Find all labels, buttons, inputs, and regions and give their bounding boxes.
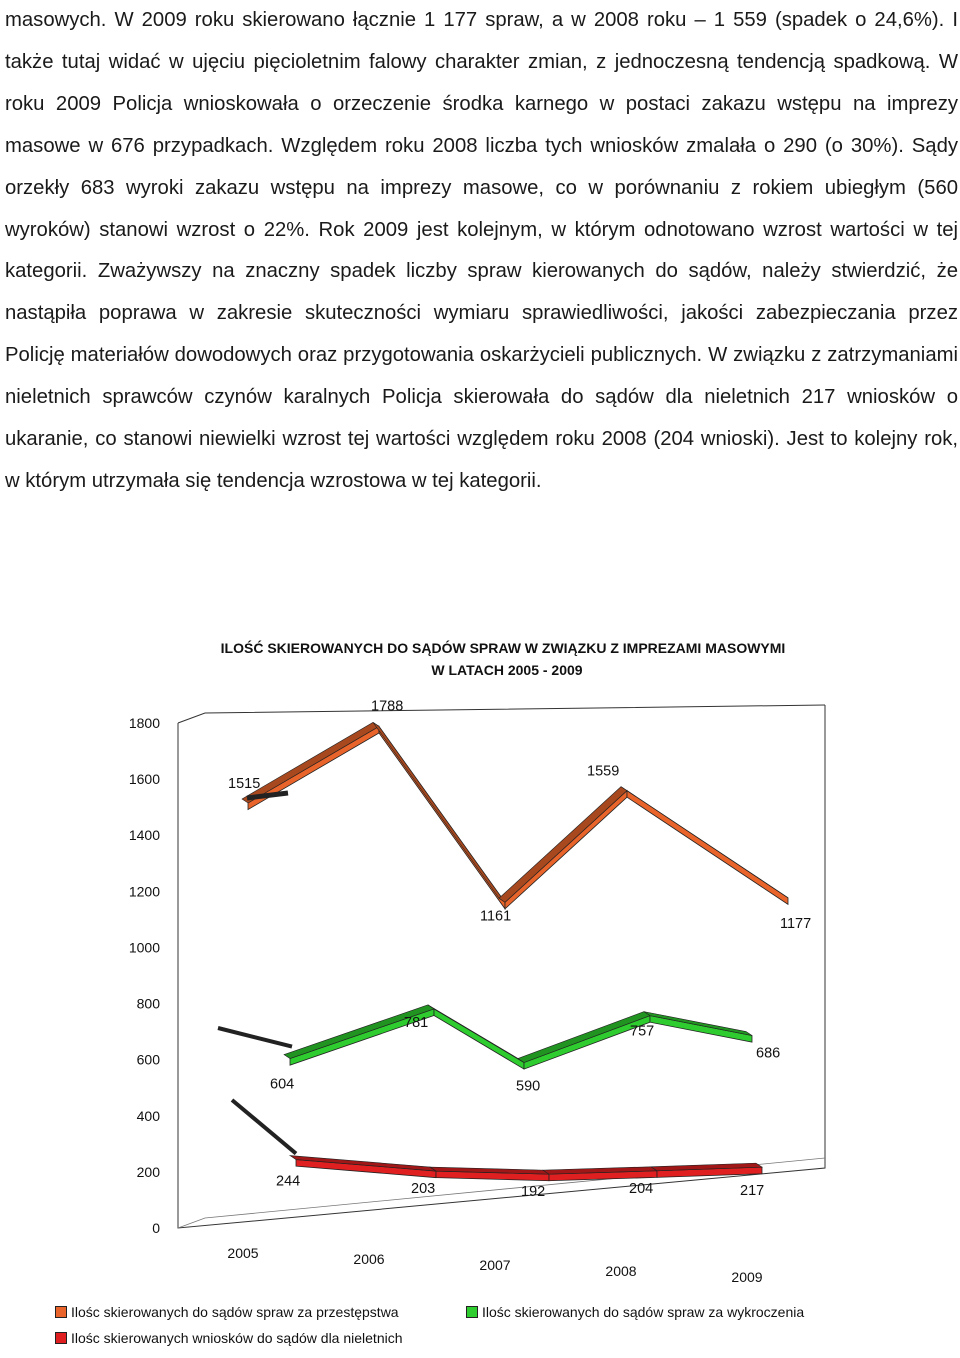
data-label: 604: [270, 1076, 295, 1093]
chart-axes: [129, 705, 825, 1285]
y-tick-label: 0: [152, 1220, 160, 1236]
data-label: 1788: [371, 698, 404, 715]
data-label: 204: [629, 1180, 654, 1197]
y-tick-label: 200: [136, 1163, 160, 1180]
chart-series: [218, 722, 788, 1180]
y-tick-label: 1000: [128, 939, 160, 956]
data-label: 192: [521, 1184, 546, 1201]
chart: [0, 600, 960, 1358]
chart-title-line1: ILOŚĆ SKIEROWANYCH DO SĄDÓW SPRAW W ZWIĄZKU Z IMPREZAMI MASOWYMI: [220, 640, 786, 656]
y-tick-label: 800: [136, 995, 160, 1012]
y-tick-label: 400: [136, 1107, 160, 1124]
data-label: 590: [516, 1078, 541, 1095]
y-tick-label: 1400: [128, 827, 160, 844]
data-label: 1559: [587, 763, 620, 780]
series-segment: [505, 791, 627, 909]
series-segment-top: [621, 787, 788, 898]
x-tick-label: 2009: [731, 1269, 763, 1285]
legend-label-przestepstwa: Ilośc skierowanych do sądów spraw za przestępstwa: [71, 1304, 399, 1320]
legend-swatch-przestepstwa: [55, 1306, 67, 1318]
chart-back-top-edge: [178, 705, 825, 723]
series-segment-top: [499, 787, 627, 903]
data-label: 757: [630, 1023, 655, 1040]
series-segment: [434, 1009, 524, 1069]
x-tick-label: 2005: [227, 1245, 259, 1261]
legend-swatch-wykroczenia: [466, 1306, 478, 1318]
series-segment-top: [373, 722, 505, 902]
data-label: 1161: [480, 908, 512, 925]
chart-title-line2: W LATACH 2005 - 2009: [431, 662, 583, 678]
legend-swatch-nieletni: [55, 1332, 67, 1344]
series-tail: [232, 1100, 296, 1154]
y-tick-label: 1200: [128, 883, 160, 900]
x-tick-label: 2006: [353, 1251, 385, 1267]
data-label: 686: [756, 1045, 781, 1062]
data-label: 217: [740, 1183, 765, 1200]
y-tick-label: 600: [136, 1051, 160, 1068]
series-segment-top: [242, 722, 379, 803]
data-label: 1177: [780, 915, 812, 932]
series-segment: [627, 791, 788, 905]
legend-item-nieletni: [55, 1330, 403, 1346]
y-tick-label: 1600: [128, 771, 160, 788]
body-paragraph: masowych. W 2009 roku skierowano łącznie 1 177 spraw, a w 2008 roku – 1 559 (spadek o 24,6%). I także tutaj widać w ujęciu pięcioletnim falowy charakter zmian, z jednoczesną tendencją spadkową. W roku 2009 Policja wnioskowała o orzeczenie środka karnego w postaci zakazu wstępu na imprezy masowe w 676 przypadkach. Względem roku 2008 liczba tych wniosków zmalała o 290 (o 30%). Sądy orzekły 683 wyroki zakazu wstępu na imprezy masowe, co w porównaniu z rokiem ubiegłym (560 wyroków) stanowi wzrost o 22%. Rok 2009 jest kolejnym, w którym odnotowano wzrost wartości w tej kategorii. Zważywszy na znaczny spadek liczby spraw kierowanych do sądów, należy stwierdzić, że nastąpiła poprawa w zakresie skuteczności wymiaru sprawiedliwości, jakości zabezpieczania przez Policję materiałów dowodowych oraz przygotowania oskarżycieli publicznych. W związku z zatrzymaniami nieletnich sprawców czynów karalnych Policja skierowała do sądów dla nieletnich 217 wniosków o ukaranie, co stanowi niewielki wzrost tej wartości względem roku 2008 (204 wnioski). Jest to kolejny rok, w którym utrzymała się tendencja wzrostowa w tej kategorii.: [5, 9, 958, 492]
legend-item-wykroczenia: [466, 1304, 804, 1320]
series-segment: [650, 1016, 752, 1043]
series-segment-top: [428, 1005, 524, 1063]
legend-label-wykroczenia: Ilośc skierowanych do sądów spraw za wykroczenia: [482, 1304, 805, 1320]
legend-item-przestepstwa: [55, 1304, 399, 1320]
chart-svg: [0, 600, 960, 1358]
series-segment-top: [284, 1005, 434, 1059]
data-label: 781: [404, 1014, 429, 1031]
x-tick-label: 2007: [479, 1257, 511, 1273]
data-label: 244: [276, 1173, 301, 1190]
x-tick-label: 2008: [605, 1263, 637, 1279]
chart-data-labels: [228, 698, 811, 1200]
data-label: 1515: [228, 775, 261, 792]
series-tail: [218, 1028, 292, 1047]
data-label: 203: [411, 1181, 436, 1198]
legend-label-nieletni: Ilośc skierowanych wniosków do sądów dla nieletnich: [71, 1330, 403, 1346]
y-tick-label: 1800: [128, 715, 160, 731]
